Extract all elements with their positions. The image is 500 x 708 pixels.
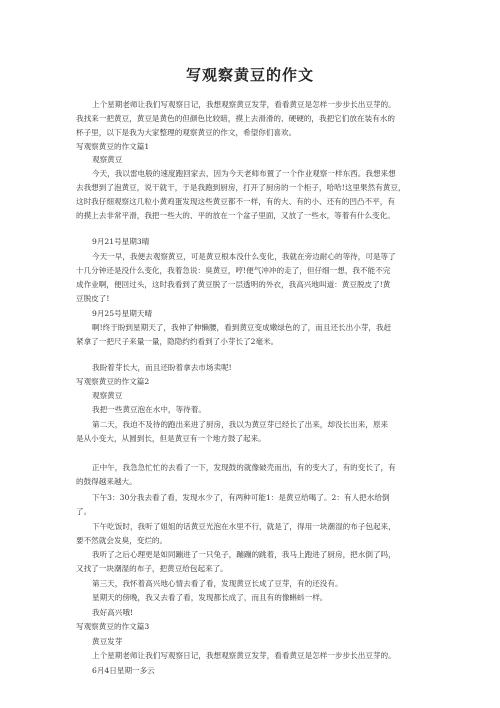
paragraph-line: 我听了之后心理更是如同蹦进了一只兔子，蹦蹦的跳着，我马上跑进了厨房，把水倒了吗， <box>92 550 396 559</box>
paragraph-line: 我好高兴哦! <box>92 608 134 617</box>
paragraph-line: 这时我仔细观察这几粒小黄鸡蛋发现这些黄豆都不一样，有的大、有的小、还有的凹凸不平，有 <box>76 197 395 206</box>
paragraph-line: 十几分钟还是没什么变化，我着急说：臭黄豆，哼!便气冲冲的走了，但仔细一想，我不能不完 <box>76 266 391 275</box>
paragraph-line: 又找了一块潮湿的布子，把黄豆给包起来了。 <box>76 564 228 573</box>
paragraph-line: 今天一早，我便去观察黄豆，可是黄豆根本没什么变化，我就在旁边耐心的等待，可是等了 <box>92 252 396 261</box>
section-heading: 写观察黄豆的作文篇3 <box>76 622 150 631</box>
paragraph-line: 要不然就会发臭，变烂的。 <box>76 536 168 545</box>
paragraph-line: 上个星期老师让我们写观察日记，我想观察黄豆发芽，看看黄豆是怎样一步步长出豆芽的。 <box>92 100 396 109</box>
paragraph-line: 第二天，我迫不及待的跑出来进了厨房，我以为黄豆芽已经长了出来，却没长出来，原来 <box>92 420 389 429</box>
paragraph-line: 观察黄豆 <box>92 155 123 164</box>
paragraph-line: 星期天的傍晚，我又去看了看，发现都长成了，而且有的像蝌蚪一样。 <box>92 593 328 602</box>
document-title: 写观察黄豆的作文 <box>185 66 314 84</box>
paragraph-line: 黄豆发芽 <box>92 637 123 646</box>
paragraph-line: 上个星期老师让我们写观察日记，我想观察黄豆发芽，看看黄豆是怎样一步步长出豆芽的。 <box>92 651 396 660</box>
paragraph-line: 杯子里，以下是我为大家整理的观察黄豆的作文，希望你们喜欢。 <box>76 128 297 137</box>
paragraph-line: 第三天，我怀着高兴地心情去看了看，发现黄豆长成了豆芽，有的还没有。 <box>92 579 343 588</box>
date-line: 9月21号星期3晴 <box>92 237 150 246</box>
date-line: 6月4日星期一多云 <box>92 666 155 675</box>
paragraph-line: 下午3：30分我去看了看，发现水少了，有两种可能1：是黄豆给喝了。2：有人把水给倒 <box>92 493 390 502</box>
paragraph-line: 啊!终于盼到星期天了，我伸了伸懒腰，看到黄豆变成嫩绿色的了，而且还长出小芽，我赶 <box>92 323 392 332</box>
paragraph-line: 去我想到了泡黄豆，说干就干，于是我跑到厨房，打开了厨房的一个柜子，哈哈!这里果然有黄豆， <box>76 183 406 192</box>
paragraph-line: 的摸上去非常平滑，我把一些大的、平的放在一个盆子里面，又放了一些水，等着有什么变化。 <box>76 211 395 220</box>
section-heading: 写观察黄豆的作文篇2 <box>76 377 150 386</box>
paragraph-line: 紧拿了一把尺子来量一量，隐隐约约看到了小芽长了2毫米。 <box>76 337 279 346</box>
paragraph-line: 我找来一把黄豆，黄豆是黄色的但颜色比较暗，摸上去滑滑的、硬硬的，我把它们放在装有水的 <box>76 114 395 123</box>
paragraph-line: 今天，我以雷电般的速度跑回家去，因为今天老师布置了一个作业观察一样东西。我想来想 <box>92 169 396 178</box>
paragraph-line: 是从小变大，从圆到长，但是黄豆有一个地方鼓了起来。 <box>76 434 266 443</box>
section-heading: 写观察黄豆的作文篇1 <box>76 142 150 151</box>
date-line: 9月25号星期天晴 <box>92 309 153 318</box>
paragraph-line: 我盼着芽长大，而且还盼着拿去市场卖呢! <box>92 363 232 372</box>
paragraph-line: 豆脱皮了! <box>76 294 110 303</box>
paragraph-line: 了。 <box>76 507 92 516</box>
paragraph-line: 的鼓得越来越大。 <box>76 477 137 486</box>
paragraph-line: 成作业啊，便回过头，这时我看到了黄豆脱了一层透明的外衣，我高兴地叫道：黄豆脱皮了!黄 <box>76 280 391 289</box>
paragraph-line: 下午吃饭时，我听了姐姐的话黄豆光泡在水里不行，就是了，得用一块潮湿的布子包起来， <box>92 522 396 531</box>
paragraph-line: 观察黄豆 <box>92 391 123 400</box>
paragraph-line: 我把一些黄豆泡在水中，等待着。 <box>92 405 206 414</box>
paragraph-line: 正中午，我急急忙忙的去看了一下，发现鼓的就像破壳而出，有的变大了，有的变长了，有 <box>92 463 396 472</box>
